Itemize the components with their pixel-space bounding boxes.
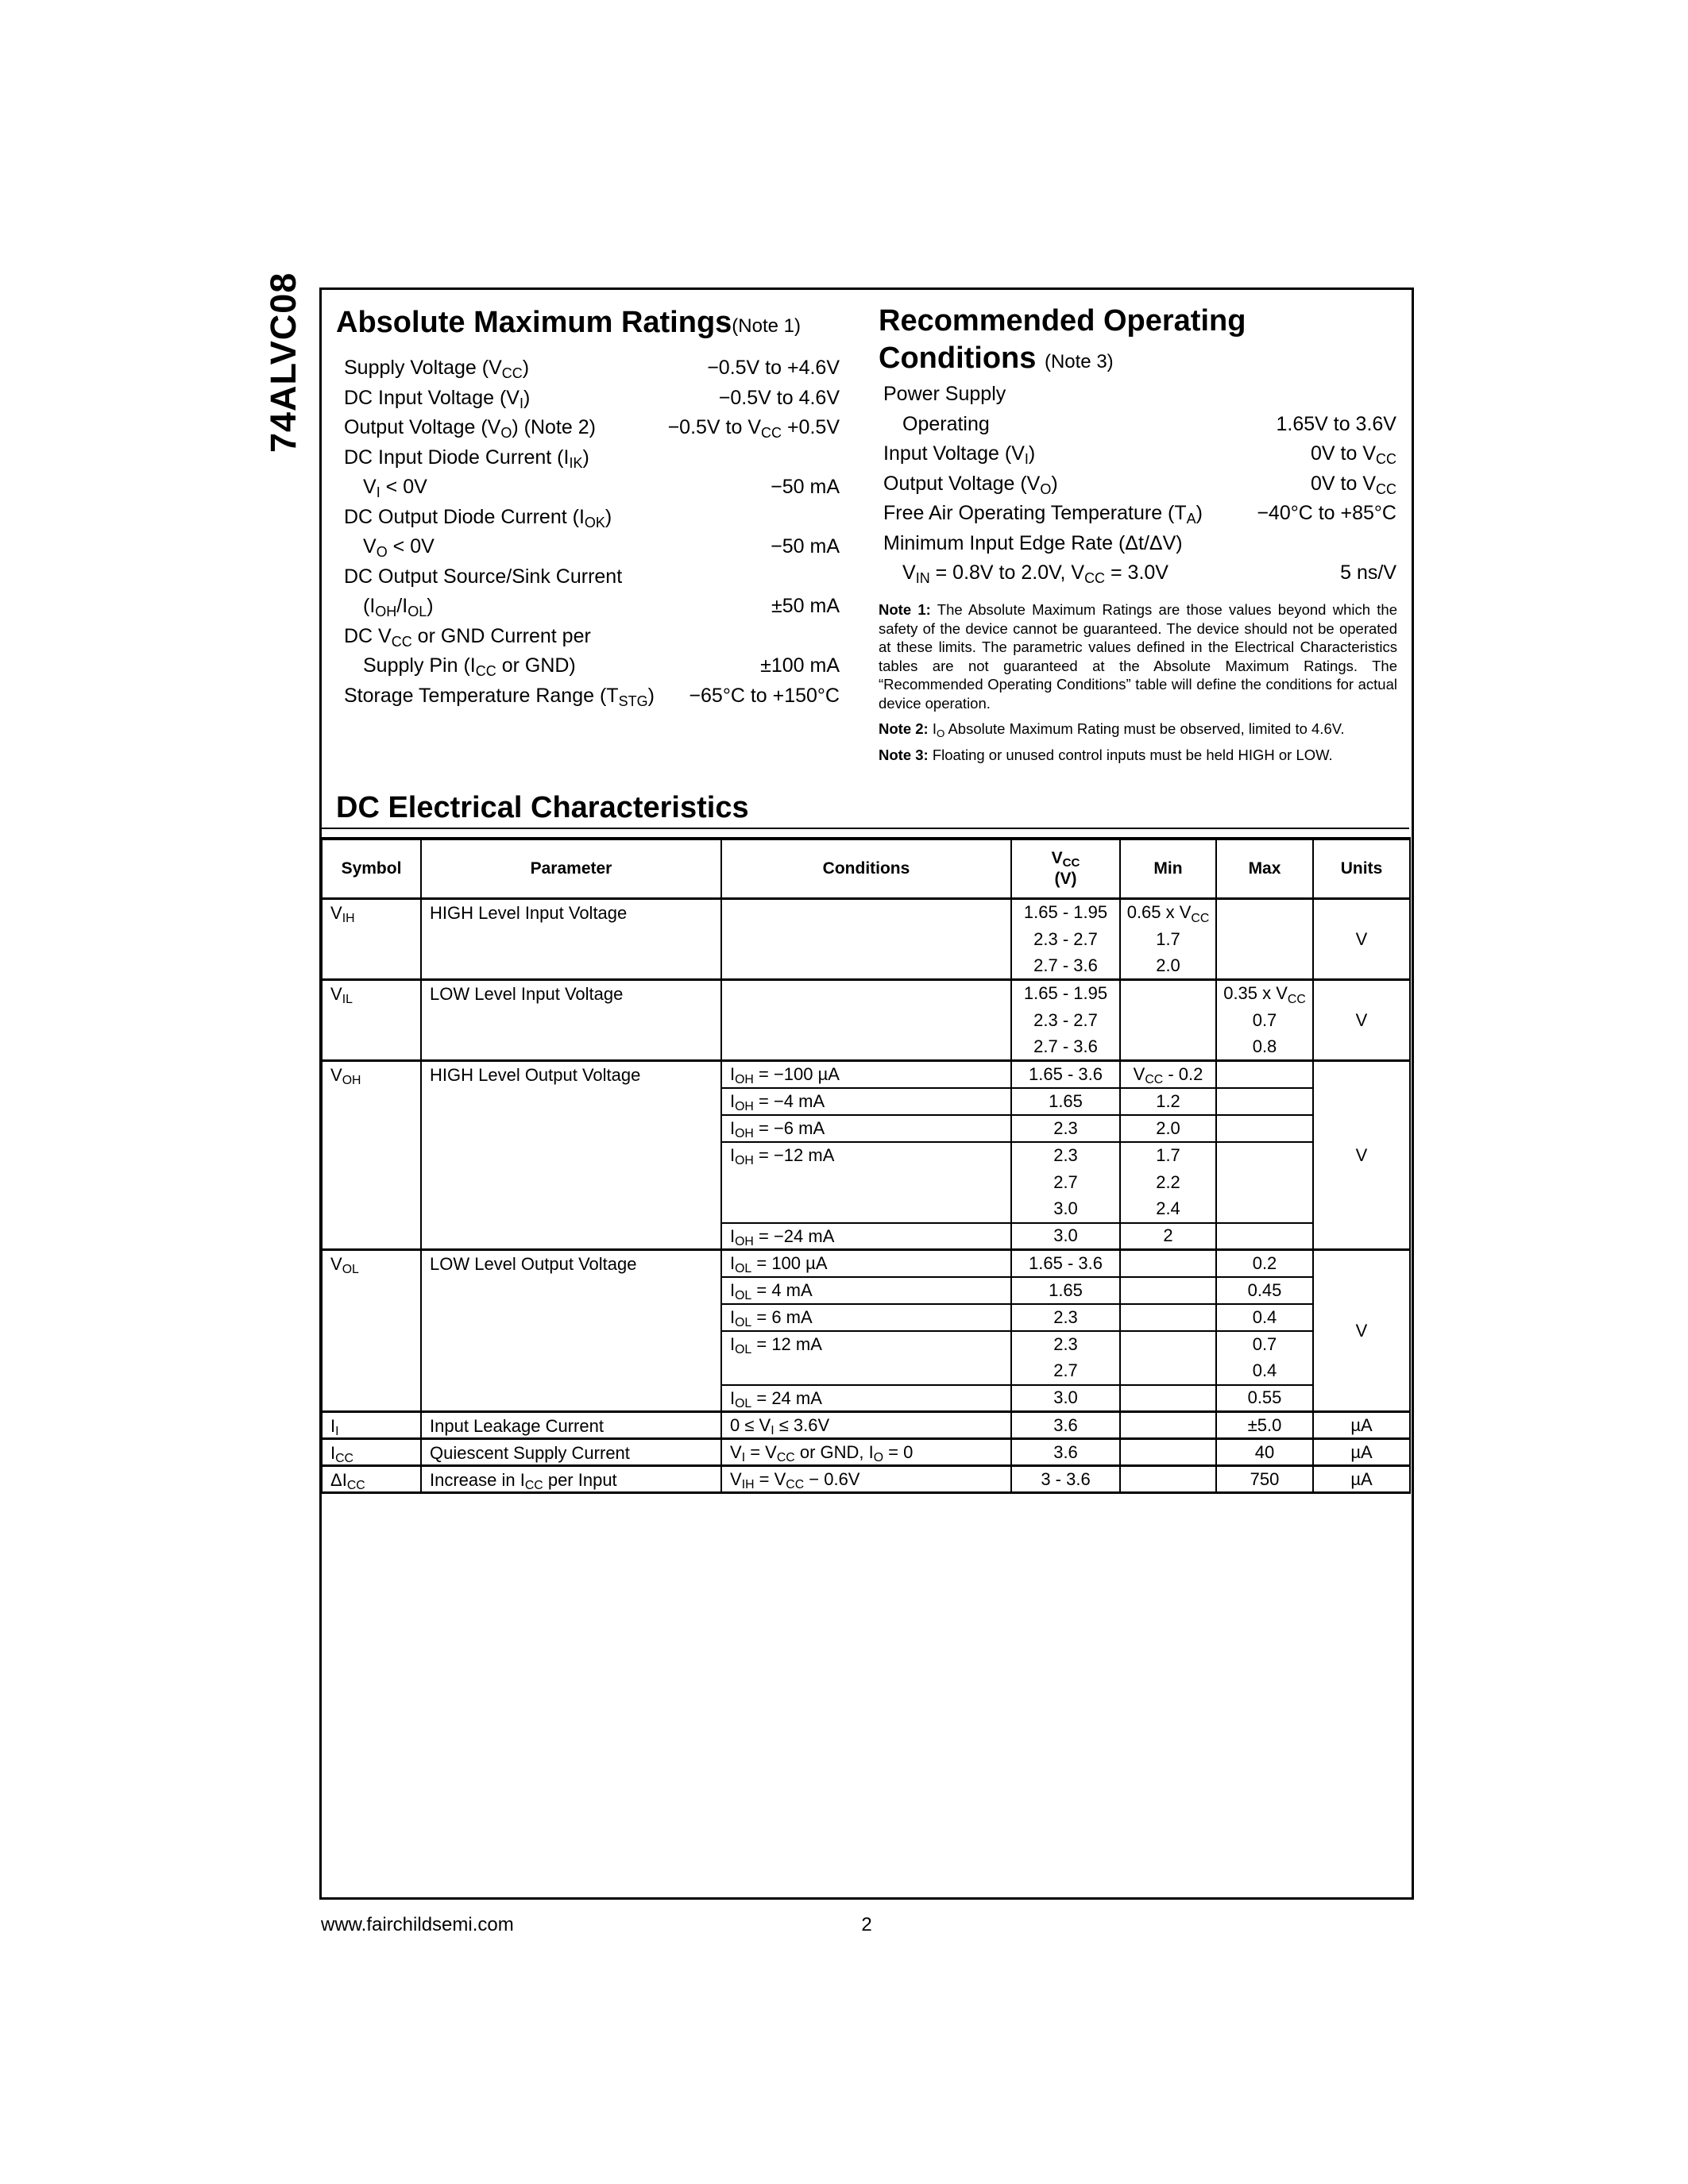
vcc-cell: 2.3	[1011, 1142, 1120, 1169]
col-header-vcc-line2: (V)	[1054, 870, 1077, 888]
spec-row	[344, 562, 840, 592]
parameter-cell: Increase in $I_{CC}$ per Input	[421, 1466, 721, 1493]
note-label: Note 2:	[879, 720, 929, 737]
spec-row	[883, 558, 1396, 588]
min-cell: 1.7	[1120, 926, 1216, 953]
units-cell: V	[1313, 980, 1410, 1061]
conditions-cell	[721, 899, 1011, 980]
units-cell: µA	[1313, 1466, 1410, 1493]
spec-label: Power Supply	[883, 383, 1006, 406]
dc-table-body	[322, 899, 1410, 1493]
abs-max-title-text: Absolute Maximum Ratings	[336, 306, 732, 339]
vcc-cell: 3.0	[1011, 1223, 1120, 1250]
max-cell: 0.4	[1216, 1304, 1313, 1331]
vcc-cell: 1.65	[1011, 1088, 1120, 1115]
conditions-cell: $I_{OL} = 24$ mA	[721, 1385, 1011, 1412]
spec-row	[344, 473, 840, 503]
min-cell	[1120, 1385, 1216, 1412]
symbol-cell: $I_{CC}$	[322, 1439, 421, 1466]
spec-value: 1.65V to 3.6V	[1276, 412, 1396, 435]
units-cell: V	[1313, 899, 1410, 980]
conditions-cell: $I_{OH} = -6$ mA	[721, 1115, 1011, 1142]
max-cell	[1216, 899, 1313, 926]
spec-row	[344, 592, 840, 622]
conditions-cell: $0 \le V_I \le 3.6V$	[721, 1412, 1011, 1439]
footer-page-number: 2	[861, 1914, 872, 1935]
note	[879, 600, 1397, 712]
max-cell: ±5.0	[1216, 1412, 1313, 1439]
min-cell	[1120, 1331, 1216, 1358]
dc-table-row	[322, 1439, 1410, 1466]
max-cell	[1216, 1088, 1313, 1115]
rec-op-title	[879, 303, 1246, 380]
min-cell	[1120, 1412, 1216, 1439]
spec-row	[344, 353, 840, 384]
spec-label: DC Input Diode Current $(I_{IK})$	[344, 446, 589, 471]
units-cell: µA	[1313, 1412, 1410, 1439]
min-cell	[1120, 980, 1216, 1007]
vcc-cell: 1.65	[1011, 1277, 1120, 1304]
vcc-cell: 3.6	[1011, 1412, 1120, 1439]
rec-op-title-line2-text: Conditions	[879, 341, 1037, 375]
spec-value: ±100 mA	[760, 654, 840, 677]
dc-table-row	[322, 1061, 1410, 1088]
vcc-cell: 3 - 3.6	[1011, 1466, 1120, 1493]
vcc-cell: 2.3	[1011, 1115, 1120, 1142]
dc-table-row	[322, 899, 1410, 926]
max-cell: 750	[1216, 1466, 1313, 1493]
col-header-vcc-line1: $V_{CC}$	[1051, 849, 1080, 870]
symbol-cell: $\Delta I_{CC}$	[322, 1466, 421, 1493]
min-cell	[1120, 1007, 1216, 1034]
spec-value: −65°C to +150°C	[689, 684, 840, 707]
dc-characteristics-title: DC Electrical Characteristics	[336, 791, 749, 824]
max-cell: 0.7	[1216, 1007, 1313, 1034]
spec-row	[883, 469, 1396, 500]
conditions-cell: $V_{IH} = V_{CC} - 0.6V$	[721, 1466, 1011, 1493]
spec-label: Operating	[902, 412, 990, 435]
col-header-vcc	[1011, 839, 1120, 899]
vcc-cell: 2.3 - 2.7	[1011, 926, 1120, 953]
spec-label: DC $V_{CC}$ or GND Current per	[344, 624, 591, 650]
spec-value: −50 mA	[771, 535, 840, 558]
max-cell	[1216, 953, 1313, 980]
max-cell: 0.2	[1216, 1250, 1313, 1277]
max-cell: 0.35 x $V_{CC}$	[1216, 980, 1313, 1007]
note-label: Note 3:	[879, 746, 929, 763]
min-cell: 2.0	[1120, 1115, 1216, 1142]
parameter-cell: HIGH Level Input Voltage	[421, 899, 721, 980]
spec-label: DC Input Voltage $(V_I)$	[344, 386, 531, 411]
max-cell	[1216, 1196, 1313, 1223]
max-cell	[1216, 1115, 1313, 1142]
note	[879, 746, 1397, 765]
vcc-cell: 2.7	[1011, 1358, 1120, 1385]
parameter-cell: Quiescent Supply Current	[421, 1439, 721, 1466]
max-cell: 0.8	[1216, 1034, 1313, 1061]
note	[879, 720, 1397, 739]
spec-label: Output Voltage $(V_O)$ (Note 2)	[344, 416, 596, 442]
col-header-min: Min	[1120, 839, 1216, 899]
conditions-cell: $I_{OL} = 12$ mA	[721, 1331, 1011, 1385]
max-cell	[1216, 1142, 1313, 1169]
min-cell	[1120, 1358, 1216, 1385]
dc-table-row	[322, 1250, 1410, 1277]
spec-row	[344, 443, 840, 473]
conditions-cell: $V_I = V_{CC}$ or GND, $I_O = 0$	[721, 1439, 1011, 1466]
min-cell: 2.0	[1120, 953, 1216, 980]
col-header-max: Max	[1216, 839, 1313, 899]
vcc-cell: 2.7 - 3.6	[1011, 953, 1120, 980]
min-cell	[1120, 1250, 1216, 1277]
min-cell: 2.2	[1120, 1169, 1216, 1196]
col-header-parameter: Parameter	[421, 839, 721, 899]
vcc-cell: 2.3	[1011, 1331, 1120, 1358]
spec-label: Storage Temperature Range $(T_{STG})$	[344, 684, 655, 709]
rec-op-title-note: (Note 3)	[1044, 351, 1114, 372]
vcc-cell: 1.65 - 1.95	[1011, 899, 1120, 926]
min-cell: 0.65 x $V_{CC}$	[1120, 899, 1216, 926]
conditions-cell: $I_{OH} = -100$ µA	[721, 1061, 1011, 1088]
spec-row	[344, 503, 840, 533]
conditions-cell: $I_{OL} = 4$ mA	[721, 1277, 1011, 1304]
spec-row	[883, 380, 1396, 410]
min-cell	[1120, 1034, 1216, 1061]
dc-table-row	[322, 1412, 1410, 1439]
spec-label: Minimum Input Edge Rate (Δt/ΔV)	[883, 531, 1183, 554]
table-top-rule	[321, 828, 1409, 829]
vcc-cell: 3.6	[1011, 1439, 1120, 1466]
conditions-cell: $I_{OH} = -24$ mA	[721, 1223, 1011, 1250]
dc-table-row	[322, 1466, 1410, 1493]
spec-label: DC Output Source/Sink Current	[344, 565, 623, 588]
vcc-cell: 2.7	[1011, 1169, 1120, 1196]
vcc-cell: 1.65 - 1.95	[1011, 980, 1120, 1007]
vcc-cell: 3.0	[1011, 1196, 1120, 1223]
footer-url: www.fairchildsemi.com	[321, 1914, 514, 1935]
max-cell	[1216, 1169, 1313, 1196]
symbol-cell: $V_{OL}$	[322, 1250, 421, 1412]
max-cell: 40	[1216, 1439, 1313, 1466]
units-cell: µA	[1313, 1439, 1410, 1466]
abs-max-title-note: (Note 1)	[732, 315, 801, 337]
symbol-cell: $V_{IL}$	[322, 980, 421, 1061]
notes-block	[879, 600, 1397, 771]
parameter-cell: LOW Level Output Voltage	[421, 1250, 721, 1412]
vcc-cell: 1.65 - 3.6	[1011, 1250, 1120, 1277]
max-cell: 0.55	[1216, 1385, 1313, 1412]
dc-table-row	[322, 980, 1410, 1007]
spec-value: ±50 mA	[771, 595, 840, 618]
spec-label: $V_O < 0V$	[363, 535, 435, 561]
spec-row	[344, 384, 840, 414]
spec-label: Output Voltage $(V_O)$	[883, 472, 1058, 497]
vcc-cell: 2.7 - 3.6	[1011, 1034, 1120, 1061]
conditions-cell: $I_{OL} = 6$ mA	[721, 1304, 1011, 1331]
vcc-cell: 1.65 - 3.6	[1011, 1061, 1120, 1088]
spec-label: DC Output Diode Current $(I_{OK})$	[344, 505, 612, 531]
note-text: $I_O$ Absolute Maximum Rating must be observed, limited to 4.6V.	[932, 720, 1345, 739]
spec-value: −0.5V to $V_{CC} +0.5V$	[667, 416, 840, 442]
spec-label: Free Air Operating Temperature $(T_A)$	[883, 502, 1203, 527]
max-cell	[1216, 1061, 1313, 1088]
min-cell: 2	[1120, 1223, 1216, 1250]
spec-value: −50 mA	[771, 476, 840, 499]
min-cell: $V_{CC} - 0.2$	[1120, 1061, 1216, 1088]
col-header-units: Units	[1313, 839, 1410, 899]
spec-value: 0V to $V_{CC}$	[1311, 472, 1396, 497]
max-cell: 0.7	[1216, 1331, 1313, 1358]
vcc-cell: 3.0	[1011, 1385, 1120, 1412]
symbol-cell: $V_{IH}$	[322, 899, 421, 980]
symbol-cell: $I_I$	[322, 1412, 421, 1439]
spec-label: Supply Voltage $(V_{CC})$	[344, 357, 530, 382]
spec-row	[883, 410, 1396, 440]
vcc-cell: 2.3	[1011, 1304, 1120, 1331]
units-cell: V	[1313, 1061, 1410, 1250]
conditions-cell	[721, 980, 1011, 1061]
dc-table-header-row	[322, 839, 1410, 899]
min-cell: 1.2	[1120, 1088, 1216, 1115]
spec-row	[344, 651, 840, 681]
parameter-cell: Input Leakage Current	[421, 1412, 721, 1439]
spec-row	[883, 439, 1396, 469]
spec-value: −0.5V to 4.6V	[718, 386, 840, 409]
symbol-cell: $V_{OH}$	[322, 1061, 421, 1250]
rec-op-rows	[883, 380, 1396, 588]
vcc-cell: 2.3 - 2.7	[1011, 1007, 1120, 1034]
rec-op-title-line1: Recommended Operating	[879, 304, 1246, 338]
min-cell: 2.4	[1120, 1196, 1216, 1223]
spec-label: $V_I < 0V$	[363, 476, 427, 501]
parameter-cell: LOW Level Input Voltage	[421, 980, 721, 1061]
spec-label: Supply Pin ($I_{CC}$ or GND)	[363, 654, 576, 680]
min-cell	[1120, 1466, 1216, 1493]
spec-value: 5 ns/V	[1340, 561, 1396, 585]
min-cell	[1120, 1304, 1216, 1331]
conditions-cell: $I_{OH} = -4$ mA	[721, 1088, 1011, 1115]
part-number-vertical: 74ALVC08	[263, 272, 303, 453]
note-text: The Absolute Maximum Ratings are those values beyond which the safety of the device cannot be guaranteed. The device should not be operated at these limits. The parametric values defined in the Electrical Characteristics tables are not guaranteed at the Absolute Maximum Ratings. The “Recommended Operating Conditions” table will define the conditions for actual device operation.	[879, 601, 1398, 712]
conditions-cell: $I_{OH} = -12$ mA	[721, 1142, 1011, 1223]
spec-value: −0.5V to +4.6V	[707, 357, 840, 380]
col-header-conditions: Conditions	[721, 839, 1011, 899]
spec-label: $V_{IN} = 0.8V$ to 2.0V, $V_{CC} = 3.0V$	[902, 561, 1168, 587]
spec-value: 0V to $V_{CC}$	[1311, 442, 1396, 468]
parameter-cell: HIGH Level Output Voltage	[421, 1061, 721, 1250]
conditions-cell: $I_{OL} = 100$ µA	[721, 1250, 1011, 1277]
max-cell	[1216, 1223, 1313, 1250]
max-cell	[1216, 926, 1313, 953]
spec-row	[344, 681, 840, 712]
spec-label: $(I_{OH}/I_{OL})$	[363, 595, 434, 620]
spec-row	[344, 622, 840, 652]
min-cell	[1120, 1439, 1216, 1466]
dc-table	[321, 837, 1411, 1494]
rec-op-title-line2	[879, 340, 1246, 380]
note-label: Note 1:	[879, 601, 931, 618]
spec-label: Input Voltage $(V_I)$	[883, 442, 1036, 468]
spec-row	[344, 532, 840, 562]
units-cell: V	[1313, 1250, 1410, 1412]
max-cell: 0.45	[1216, 1277, 1313, 1304]
note-text: Floating or unused control inputs must be held HIGH or LOW.	[932, 746, 1333, 763]
max-cell: 0.4	[1216, 1358, 1313, 1385]
spec-row	[883, 499, 1396, 529]
spec-value: −40°C to +85°C	[1257, 502, 1396, 525]
min-cell	[1120, 1277, 1216, 1304]
col-header-symbol: Symbol	[322, 839, 421, 899]
spec-row	[883, 529, 1396, 559]
min-cell: 1.7	[1120, 1142, 1216, 1169]
spec-row	[344, 413, 840, 443]
abs-max-title	[336, 304, 801, 345]
abs-max-rows	[344, 353, 840, 711]
